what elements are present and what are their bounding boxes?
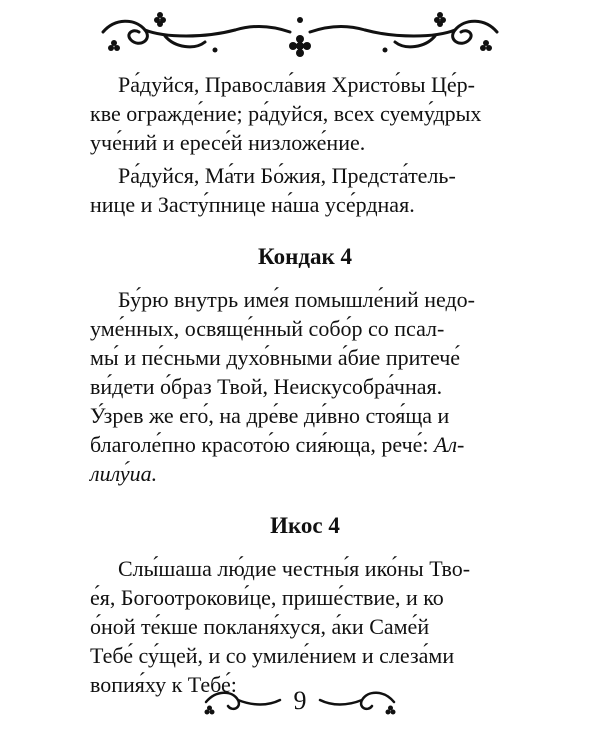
ikos-heading: Икос 4 xyxy=(270,513,340,538)
kondak-alleluia: Ал- лилу́иа. xyxy=(90,432,465,486)
page-number: 9 xyxy=(293,686,307,715)
paragraph-1: Ра́дуйся, Правосла́вия Христо́вы Це́р- кве огражде́ние; ра́дуйся, всех суему́дрых уче́ний и ересе́й низложе́ние. xyxy=(90,72,482,155)
page-content xyxy=(90,70,520,703)
ikos-text: Слы́шаша лю́дие честны́я ико́ны Тво- е́я, Богоотрокови́це, прише́ствие, и ко о́ной те́кше покланя́хуся, а́ки Саме́й Тебе́ су́щей, и со умиле́нием и слеза́ми вопия́ху к Тебе́: xyxy=(90,556,471,697)
kondak-body: Бу́рю внутрь име́я помышле́ний недо- уме́нных, освяще́нный собо́р со псал- мы́ и пе́сньми духо́вными а́бие притече́ ви́дети о́браз Твой, Неискусобра́чная. У́зрев же его́, на дре́ве ди́вно стоя́ща и благоле́пно красото́ю сия́юща, рече́: xyxy=(90,287,476,457)
kondak-heading: Кондак 4 xyxy=(258,244,352,269)
paragraph-2: Ра́дуйся, Ма́ти Бо́жия, Предста́тель- нице и Засту́пнице на́ша усе́рдная. xyxy=(90,163,456,217)
top-ornament xyxy=(95,8,505,60)
bottom-ornament xyxy=(198,682,402,720)
kondak-text xyxy=(90,285,520,488)
